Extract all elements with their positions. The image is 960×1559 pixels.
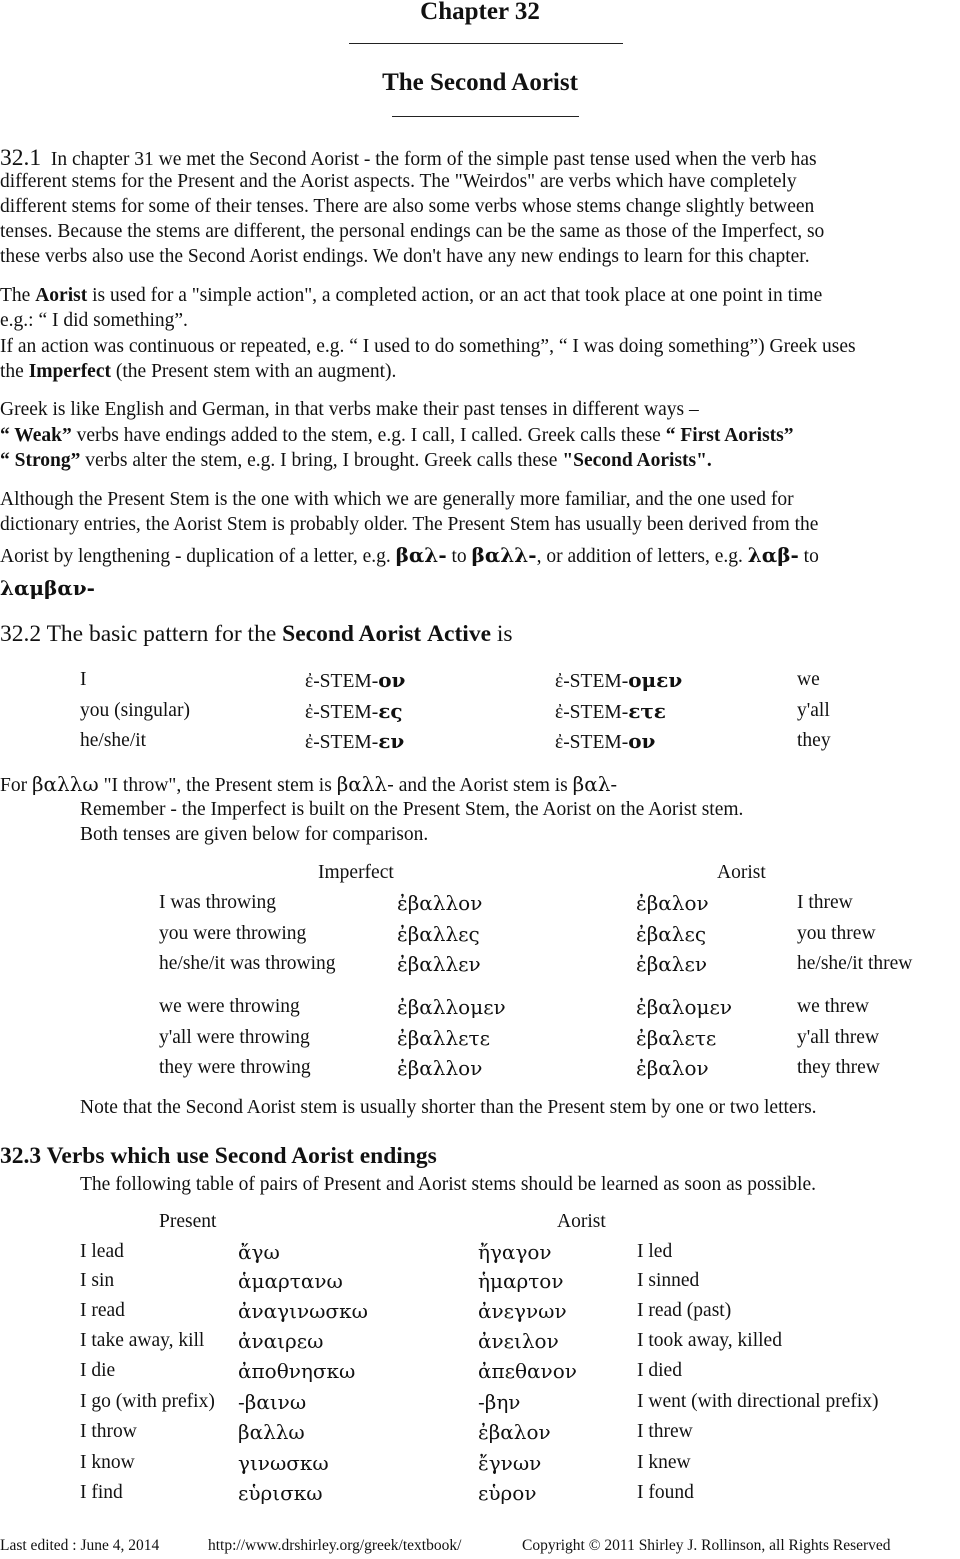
paragraph-32-1-line-5: these verbs also use the Second Aorist endings. We don't have any new endings to learn for this chapter. <box>0 246 810 267</box>
section-title: The Second Aorist <box>382 69 578 96</box>
imperfect-definition-line-1: If an action was continuous or repeated, e.g. “ I used to do something”, “ I was doing something”) Greek uses <box>0 336 856 357</box>
comparison-line: Both tenses are given below for comparison. <box>80 824 429 845</box>
section-32-3-heading: 32.3 Verbs which use Second Aorist endings <box>0 1143 437 1169</box>
weak-verbs-line: “ Weak” verbs have endings added to the stem, e.g. I call, I called. Greek calls these “ First Aorists” <box>0 425 794 446</box>
section-32-3-intro: The following table of pairs of Present and Aorist stems should be learned as soon as possible. <box>80 1174 816 1195</box>
lambano-stem: λαμβαν- <box>0 576 95 600</box>
aorist-stem-column-header: Aorist <box>557 1211 606 1232</box>
imperfect-definition-line-2: the Imperfect (the Present stem with an augment). <box>0 361 397 382</box>
section-32-2-heading: 32.2 The basic pattern for the Second Aorist Active is <box>0 621 513 647</box>
section-number-32-1: 32.1 <box>0 145 42 171</box>
chapter-title: Chapter 32 <box>420 0 540 25</box>
section-number-32-3: 32.3 <box>0 1143 42 1169</box>
aorist-definition-line-2: e.g.: “ I did something”. <box>0 310 188 331</box>
although-line-1: Although the Present Stem is the one with which we are generally more familiar, and the one used for <box>0 489 794 510</box>
section-number-32-2: 32.2 <box>0 621 42 647</box>
remember-line: Remember - the Imperfect is built on the Present Stem, the Aorist on the Aorist stem. <box>80 799 744 820</box>
paragraph-32-1-line-3: different stems for some of their tenses. There are also some verbs whose stems change slightly between <box>0 196 815 217</box>
aorist-column-header: Aorist <box>717 862 766 883</box>
stem-note: Note that the Second Aorist stem is usually shorter than the Present stem by one or two letters. <box>80 1097 817 1118</box>
title-rule <box>349 43 623 44</box>
paragraph-32-1-line-2: different stems for the Present and the Aorist aspects. The "Weirdos" are verbs which have completely <box>0 171 797 192</box>
paragraph-32-1-line-4: tenses. Because the stems are different, the personal endings can be the same as those of the Imperfect, so <box>0 221 825 242</box>
present-column-header: Present <box>159 1211 217 1232</box>
footer-last-edited: Last edited : June 4, 2014 <box>0 1537 160 1554</box>
paragraph-32-1-line-1: 32.1 In chapter 31 we met the Second Aorist - the form of the simple past tense used when the verb has <box>0 145 817 171</box>
although-line-2: dictionary entries, the Aorist Stem is probably older. The Present Stem has usually been derived from the <box>0 514 819 535</box>
lengthening-line: Aorist by lengthening - duplication of a letter, e.g. βαλ- to βαλλ-, or addition of letters, e.g. λαβ- to <box>0 543 819 567</box>
imperfect-column-header: Imperfect <box>318 862 394 883</box>
page: Chapter 32 The Second Aorist 32.1 In chapter 31 we met the Second Aorist - the form of the simple past tense used when the verb has different stems for the Present and the Aorist aspects. The "Weirdos" are verbs which have completely different stems for some of their tenses. There are also some verbs whose stems change slightly between tenses. Because the stems are different, the personal endings can be the same as those of the Imperfect, so these verbs also use the Second Aorist endings. We don't have any new endings to learn for this chapter. The Aorist is used for a "simple action", a completed action, or an act that took place at one point in time e.g.: “ I did something”. If an action was continuous or repeated, e.g. “ I used to do something”, “ I was doing something”) Greek uses the Imperfect (the Present stem with an augment). Greek is like English and German, in that verbs make their past tenses in different ways – “ Weak” verbs have endings added to the stem, e.g. I call, I called. Greek calls these “ First Aorists” “ Strong” verbs alter the stem, e.g. I bring, I brought. Greek calls these "Second Aorists". Although the Present Stem is the one with which we are generally more familiar, and the one used for dictionary entries, the Aorist Stem is probably older. The Present Stem has usually been derived from the Aorist by lengthening - duplication of a letter, e.g. βαλ- to βαλλ-, or addition of letters, e.g. λαβ- to λαμβαν- 32.2 The basic pattern for the Second Aorist Active is I ἐ-STEM-ον ἐ-STEM-ομεν we you (singular) ἐ-STEM-ες ἐ-STEM-ετε y'all he/she/it ἐ-STEM-εν ἐ-STEM-ον they For βαλλω "I throw", the Present stem is βαλλ- and the Aorist stem is βαλ- Remember - the Imperfect is built on the Present Stem, the Aorist on the Aorist stem. Both tenses are given below for comparison. Imperfect Aorist I was throwing ἐβαλλον ἐβαλον I threw you were throwing ἐβαλλες ἐβαλες you threw he/she/it was throwing ἐβαλλεν ἐβαλεν he/she/it threw we were throwing ἐβαλλομεν ἐβαλομεν we threw y'all were throwing ἐβαλλετε ἐβαλετε y'all threw they were throwing ἐβαλλον ἐβαλον they threw Note that the Second Aorist stem is usually shorter than the Present stem by one or two letters. 32.3 Verbs which use Second Aorist endings The following table of pairs of Present and Aorist stems should be learned as soon as possible. Present Aorist I lead ἄγω ἤγαγον I led I sin ἁμαρτανω ἡμαρτον I sinned I read ἀναγινωσκω ἀνεγνων I read (past) I take away, kill ἀναιρεω ἀνειλον I took away, killed I die ἀποθνησκω ἀπεθανον I died I go (with prefix) -βαινω -βην I went (with directional prefix) I throw βαλλω ἐβαλον I threw I know γινωσκω ἔγνων I knew I find εὑρισκω εὑρον I found Last edited : June 4, 2014 http://www.drshirley.org/greek/textbook/ Copyright © 2011 Shirley J. Rollinson, all Rights Reserved <box>0 0 960 1559</box>
strong-verbs-line: “ Strong” verbs alter the stem, e.g. I bring, I brought. Greek calls these "Second Aorists". <box>0 450 712 471</box>
subtitle-rule <box>392 116 579 117</box>
aorist-definition-line-1: The Aorist is used for a "simple action", a completed action, or an act that took place at one point in time <box>0 285 823 306</box>
footer-copyright: Copyright © 2011 Shirley J. Rollinson, all Rights Reserved <box>522 1537 891 1554</box>
english-german-line: Greek is like English and German, in that verbs make their past tenses in different ways – <box>0 399 699 420</box>
footer-url[interactable]: http://www.drshirley.org/greek/textbook/ <box>208 1537 462 1554</box>
ballo-stems-line: For βαλλω "I throw", the Present stem is βαλλ- and the Aorist stem is βαλ- <box>0 772 618 796</box>
